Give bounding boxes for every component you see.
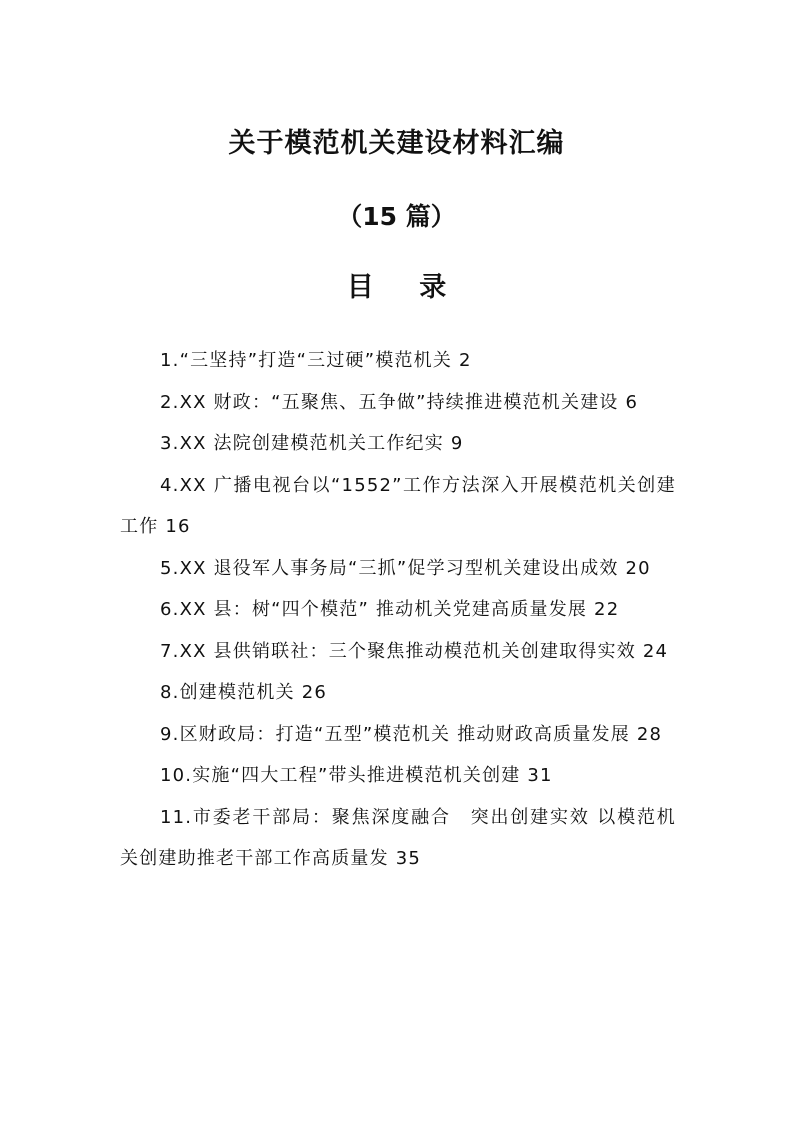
table-of-contents (120, 340, 676, 880)
toc-item-2: 2.XX 财政：“五聚焦、五争做”持续推进模范机关建设 6 (160, 391, 639, 413)
toc-item-9: 9.区财政局：打造“五型”模范机关 推动财政高质量发展 28 (160, 723, 663, 745)
document-subtitle: （15 篇） (337, 202, 456, 231)
toc-item-8: 8.创建模范机关 26 (160, 682, 327, 703)
toc-item-10: 10.实施“四大工程”带头推进模范机关创建 31 (160, 765, 553, 786)
toc-item-1: 1.“三坚持”打造“三过硬”模范机关 2 (160, 350, 472, 371)
toc-item-6: 6.XX 县：树“四个模范” 推动机关党建高质量发展 22 (160, 599, 620, 620)
toc-heading: 目 录 (346, 272, 465, 303)
toc-item-4: 4.XX 广播电视台以“1552”工作方法深入开展模范机关创建工作 16 (120, 474, 676, 537)
toc-item-7: 7.XX 县供销联社：三个聚焦推动模范机关创建取得实效 24 (160, 640, 669, 662)
toc-item-3: 3.XX 法院创建模范机关工作纪实 9 (160, 433, 464, 454)
toc-item-5: 5.XX 退役军人事务局“三抓”促学习型机关建设出成效 20 (160, 557, 651, 579)
toc-item-11: 11.市委老干部局：聚焦深度融合 突出创建实效 以模范机关创建助推老干部工作高质量发 35 (120, 806, 676, 869)
document-title: 关于模范机关建设材料汇编 (228, 128, 565, 159)
